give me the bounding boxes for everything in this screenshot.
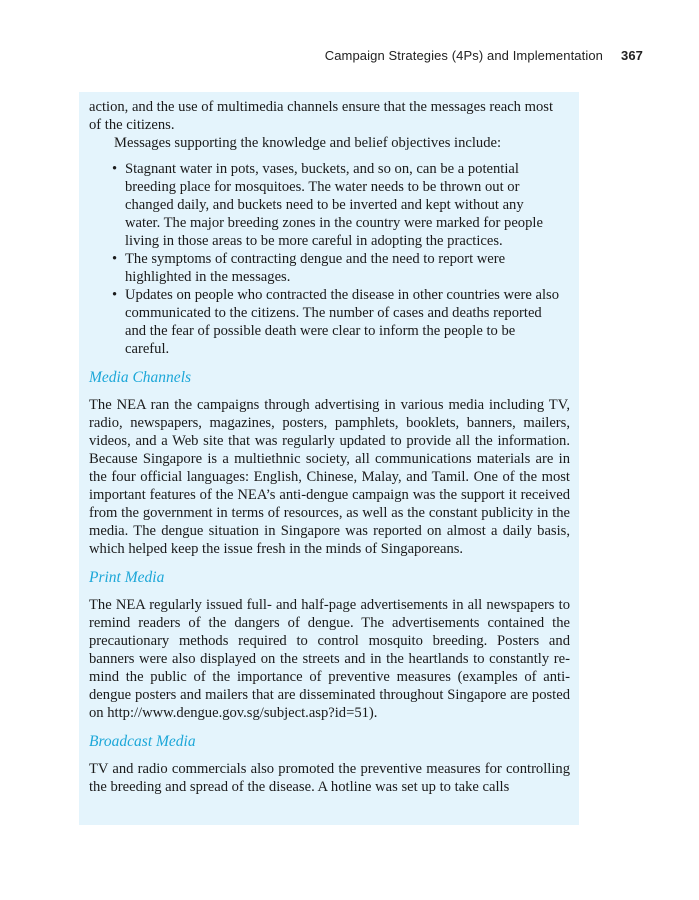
broadcast-media-body: TV and radio commercials also promoted the preventive measures for controlling the breeding and spread of the disease. A hotline was set up to take calls: [89, 761, 570, 795]
bullet-icon: •: [112, 251, 118, 267]
running-title: Campaign Strategies (4Ps) and Implementation: [324, 48, 603, 63]
bullet-icon: •: [112, 287, 118, 303]
content-panel: [79, 92, 579, 825]
bullet-item-updates: [112, 286, 570, 358]
media-channels-body: The NEA ran the campaigns through advertising in various media including TV, radio, newspapers, magazines, posters, pamphlets, booklets, banners, mailers, videos, and a Web site that was regularly updated to provide all the information. Because Singapore is a multiethnic society, all communications materials are in the four official languages: English, Chinese, Malay, and Tamil. One of the most important features of the NEA’s anti-dengue campaign was the support it received from the government in terms of resources, as well as the constant publicity in the media. The dengue situation in Singapore was reported on almost a daily basis, which helped keep the issue fresh in the minds of Singaporeans.: [89, 397, 570, 557]
bullet-item-stagnant-water: [112, 160, 570, 250]
intro-line-1: action, and the use of multimedia channels ensure that the messages reach most: [89, 99, 554, 115]
heading-broadcast-media: Broadcast Media: [89, 733, 196, 750]
print-media-body: The NEA regularly issued full- and half-page advertisements in all newspapers to remind readers of the dangers of dengue. The advertisements contained the precautionary methods required to control mosquito breeding. Posters and banners were also displayed on the streets and in the heartlands to constantly remind the public of the importance of preventive measures (examples of anti-dengue posters and mailers that are disseminated throughout Singapore are posted on http://www.dengue.gov.sg/subject.asp?id=51).: [89, 597, 570, 721]
bullet-text: The symptoms of contracting dengue and the need to report were highlighted in the messages.: [125, 251, 506, 285]
heading-media-channels: Media Channels: [89, 369, 192, 386]
messages-intro: Messages supporting the knowledge and belief objectives include:: [114, 135, 502, 151]
bullet-text: Stagnant water in pots, vases, buckets, and so on, can be a potential breeding place for mosquitoes. The water needs to be thrown out or changed daily, and buckets need to be inverted and kept without any water. The major breeding zones in the country were marked for people living in those areas to be more careful in adopting the practices.: [125, 161, 543, 249]
bullet-text: Updates on people who contracted the disease in other countries were also communicated to the citizens. The number of cases and deaths reported and the fear of possible death were clear to inform the people to be careful.: [125, 287, 560, 357]
bullet-item-symptoms: [112, 250, 570, 286]
intro-line-2: of the citizens.: [89, 117, 175, 133]
bullet-icon: •: [112, 161, 118, 177]
message-bullet-list: [89, 160, 570, 358]
page-number: 367: [621, 48, 643, 63]
heading-print-media: Print Media: [89, 569, 165, 586]
running-header: [80, 48, 643, 63]
